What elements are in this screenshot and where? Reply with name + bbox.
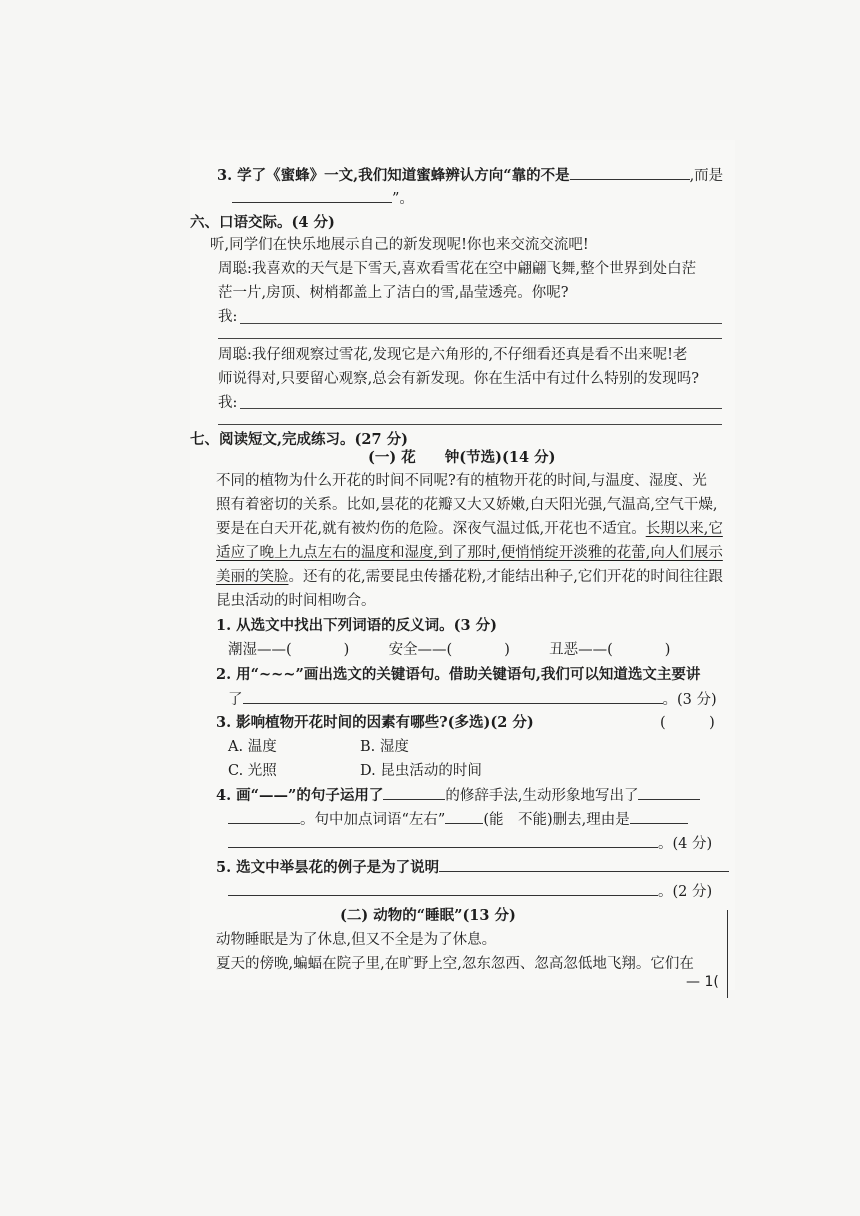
- answer-blank[interactable]: [638, 785, 700, 800]
- dialogue-1-line2: 茫一片,房顶、树梢都盖上了洁白的雪,晶莹透亮。你呢?: [218, 285, 569, 301]
- reply-1-line2[interactable]: [218, 338, 722, 339]
- section-6-intro: 听,同学们在快乐地展示自己的新发现呢!你也来交流交流吧!: [210, 237, 589, 253]
- part-2-title: (二) 动物的“睡眠”(13 分): [340, 907, 516, 924]
- section-7-title: 七、阅读短文,完成练习。(27 分): [190, 431, 408, 448]
- answer-blank[interactable]: [228, 881, 658, 896]
- question-3-line2: ”。: [232, 188, 414, 209]
- passage-2-line2: 夏天的傍晚,蝙蝠在院子里,在旷野上空,忽东忽西、忽高忽低地飞翔。它们在: [216, 956, 694, 972]
- answer-blank[interactable]: [228, 809, 300, 824]
- answer-blank[interactable]: [439, 857, 729, 872]
- dialogue-1-line1: 周聪:我喜欢的天气是下雪天,喜欢看雪花在空中翩翩飞舞,整个世界到处白茫: [218, 261, 697, 277]
- passage-1-line3: 要是在白天开花,就有被灼伤的危险。深夜气温过低,开花也不适宜。长期以来,它: [216, 521, 723, 537]
- reply-2-label: 我:: [218, 395, 238, 411]
- antonym-item: 安全——(: [388, 642, 453, 658]
- question-3: 3. 影响植物开花时间的因素有哪些?(多选)(2 分): [216, 714, 534, 731]
- option-b: B. 湿度: [360, 739, 409, 755]
- reply-1-label: 我:: [218, 309, 238, 325]
- antonym-row: 潮湿——( ) 安全——( ) 丑恶——( ): [228, 642, 671, 658]
- dialogue-2-line1: 周聪:我仔细观察过雪花,发现它是六角形的,不仔细看还真是看不出来呢!老: [218, 347, 688, 363]
- underlined-sentence: 长期以来,它: [645, 521, 723, 537]
- passage-1-line5: 美丽的笑脸。还有的花,需要昆虫传播花粉,才能结出种子,它们开花的时间往往跟: [216, 569, 723, 585]
- passage-2-line1: 动物睡眠是为了休息,但又不全是为了休息。: [216, 932, 497, 948]
- question-2-line1: 2. 用“~~~”画出选文的关键语句。借助关键语句,我们可以知道选文主要讲: [216, 666, 701, 683]
- answer-paren[interactable]: ( ): [660, 715, 715, 731]
- question-3-line1: 3. 学了《蜜蜂》一文,我们知道蜜蜂辨认方向“靠的不是 ,而是: [217, 167, 724, 184]
- reply-1-line1[interactable]: [240, 323, 722, 324]
- question-4-line2: 。句中加点词语“左右” (能 不能)删去,理由是: [228, 809, 688, 830]
- page-number: — 1(: [686, 974, 719, 990]
- option-c: C. 光照: [228, 763, 277, 779]
- question-4-line3: 。(4 分): [228, 833, 712, 854]
- answer-blank[interactable]: [383, 785, 445, 800]
- answer-blank[interactable]: [228, 833, 658, 848]
- underlined-sentence: 适应了晚上九点左右的温度和湿度,到了那时,便悄悄绽开淡雅的花蕾,向人们展示: [216, 545, 723, 561]
- answer-blank[interactable]: [630, 809, 688, 824]
- question-5-line1: 5. 选文中举昙花的例子是为了说明: [216, 857, 729, 878]
- section-6-title: 六、口语交际。(4 分): [190, 214, 335, 231]
- question-1: 1. 从选文中找出下列词语的反义词。(3 分): [216, 617, 498, 634]
- part-1-title: (一) 花 钟(节选)(14 分): [368, 449, 556, 466]
- answer-blank[interactable]: [445, 809, 483, 824]
- reply-2-line1[interactable]: [240, 408, 722, 409]
- question-5-line2: 。(2 分): [228, 881, 712, 902]
- option-d: D. 昆虫活动的时间: [360, 763, 482, 779]
- answer-blank[interactable]: [232, 188, 392, 203]
- question-2-line2: 了 。(3 分): [228, 689, 717, 710]
- passage-1-line6: 昆虫活动的时间相吻合。: [216, 593, 376, 609]
- page-edge-line: [727, 910, 728, 998]
- dialogue-2-line2: 师说得对,只要留心观察,总会有新发现。你在生活中有过什么特别的发现吗?: [218, 371, 699, 387]
- answer-blank[interactable]: [570, 165, 690, 180]
- passage-1-line4: [216, 543, 723, 563]
- underlined-sentence: 美丽的笑脸: [216, 569, 289, 585]
- passage-1-line1: 不同的植物为什么开花的时间不同呢?有的植物开花的时间,与温度、湿度、光: [216, 473, 707, 489]
- passage-1-line2: 照有着密切的关系。比如,昙花的花瓣又大又娇嫩,白天阳光强,气温高,空气干燥,: [216, 497, 718, 513]
- question-4-line1: 4. 画“——”的句子运用了 的修辞手法,生动形象地写出了: [216, 785, 700, 806]
- reply-2-line2[interactable]: [218, 424, 722, 425]
- option-a: A. 温度: [228, 739, 277, 755]
- antonym-item: 潮湿——(: [228, 642, 292, 658]
- answer-blank[interactable]: [243, 689, 663, 704]
- worksheet-page: [190, 140, 735, 990]
- antonym-item: 丑恶——(: [549, 642, 613, 658]
